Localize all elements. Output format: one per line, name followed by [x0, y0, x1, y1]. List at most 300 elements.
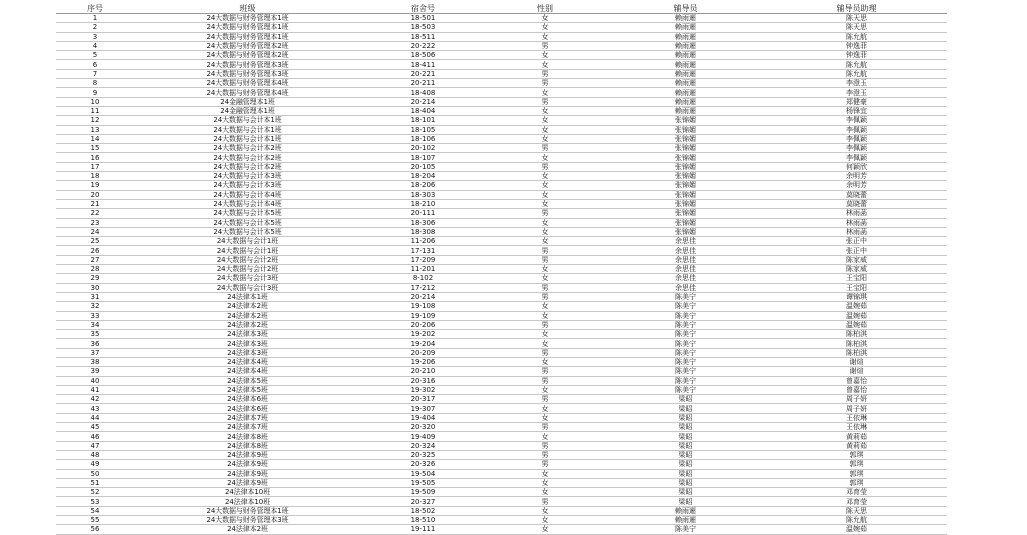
- cell-assistant[interactable]: 黄莉茹: [766, 441, 947, 450]
- cell-gender[interactable]: 女: [485, 357, 605, 366]
- cell-assistant[interactable]: 谢煊: [766, 357, 947, 366]
- cell-class[interactable]: 24法律本10班: [134, 488, 361, 497]
- cell-assistant[interactable]: 郭琪: [766, 478, 947, 487]
- cell-assistant[interactable]: 郑健豪: [766, 97, 947, 106]
- cell-counselor[interactable]: 余思佳: [605, 265, 766, 274]
- cell-index[interactable]: 34: [56, 320, 134, 329]
- cell-dorm[interactable]: 19-409: [361, 432, 485, 441]
- cell-dorm[interactable]: 20-324: [361, 441, 485, 450]
- cell-dorm[interactable]: 20-111: [361, 209, 485, 218]
- cell-dorm[interactable]: 20-325: [361, 450, 485, 459]
- cell-class[interactable]: 24法律本6班: [134, 395, 361, 404]
- cell-assistant[interactable]: 莫晓蕾: [766, 190, 947, 199]
- cell-dorm[interactable]: 20-320: [361, 423, 485, 432]
- cell-dorm[interactable]: 18-510: [361, 516, 485, 525]
- cell-gender[interactable]: 女: [485, 134, 605, 143]
- cell-class[interactable]: 24法律本4班: [134, 357, 361, 366]
- cell-index[interactable]: 7: [56, 69, 134, 78]
- cell-gender[interactable]: 女: [485, 385, 605, 394]
- cell-dorm[interactable]: 19-307: [361, 404, 485, 413]
- cell-class[interactable]: 24法律本7班: [134, 413, 361, 422]
- cell-dorm[interactable]: 18-308: [361, 227, 485, 236]
- cell-counselor[interactable]: 赖雨逦: [605, 60, 766, 69]
- cell-assistant[interactable]: 陈柏淇: [766, 348, 947, 357]
- cell-class[interactable]: 24法律本9班: [134, 460, 361, 469]
- cell-gender[interactable]: 女: [485, 51, 605, 60]
- cell-assistant[interactable]: 莫晓蕾: [766, 199, 947, 208]
- cell-assistant[interactable]: 陈允航: [766, 516, 947, 525]
- cell-class[interactable]: 24大数据与会计1班: [134, 237, 361, 246]
- cell-counselor[interactable]: 陈美宁: [605, 311, 766, 320]
- cell-dorm[interactable]: 20-105: [361, 162, 485, 171]
- cell-dorm[interactable]: 17-212: [361, 283, 485, 292]
- cell-class[interactable]: 24法律本2班: [134, 525, 361, 534]
- cell-counselor[interactable]: 陈美宁: [605, 367, 766, 376]
- cell-assistant[interactable]: 陈允航: [766, 69, 947, 78]
- cell-gender[interactable]: 女: [485, 311, 605, 320]
- cell-dorm[interactable]: 18-411: [361, 60, 485, 69]
- cell-dorm[interactable]: 20-317: [361, 395, 485, 404]
- cell-dorm[interactable]: 17-131: [361, 246, 485, 255]
- cell-counselor[interactable]: 余思佳: [605, 283, 766, 292]
- cell-index[interactable]: 15: [56, 144, 134, 153]
- cell-counselor[interactable]: 陈美宁: [605, 302, 766, 311]
- cell-counselor[interactable]: 赖雨逦: [605, 32, 766, 41]
- cell-gender[interactable]: 男: [485, 246, 605, 255]
- cell-assistant[interactable]: 周子妍: [766, 404, 947, 413]
- cell-index[interactable]: 47: [56, 441, 134, 450]
- cell-index[interactable]: 1: [56, 14, 134, 23]
- cell-counselor[interactable]: 赖雨逦: [605, 51, 766, 60]
- cell-class[interactable]: 24法律本2班: [134, 320, 361, 329]
- cell-counselor[interactable]: 张锦媚: [605, 116, 766, 125]
- cell-dorm[interactable]: 20-211: [361, 79, 485, 88]
- cell-counselor[interactable]: 梁昭: [605, 460, 766, 469]
- cell-counselor[interactable]: 梁昭: [605, 423, 766, 432]
- cell-index[interactable]: 54: [56, 506, 134, 515]
- cell-gender[interactable]: 男: [485, 376, 605, 385]
- cell-index[interactable]: 2: [56, 23, 134, 32]
- cell-index[interactable]: 55: [56, 516, 134, 525]
- cell-index[interactable]: 26: [56, 246, 134, 255]
- cell-assistant[interactable]: 谭锦琪: [766, 292, 947, 301]
- cell-gender[interactable]: 女: [485, 506, 605, 515]
- cell-counselor[interactable]: 赖雨逦: [605, 516, 766, 525]
- cell-class[interactable]: 24法律本1班: [134, 292, 361, 301]
- cell-counselor[interactable]: 梁昭: [605, 395, 766, 404]
- cell-dorm[interactable]: 18-204: [361, 172, 485, 181]
- cell-assistant[interactable]: 钟逸菲: [766, 51, 947, 60]
- cell-dorm[interactable]: 19-404: [361, 413, 485, 422]
- header-gender[interactable]: 性别: [485, 4, 605, 14]
- cell-index[interactable]: 43: [56, 404, 134, 413]
- cell-class[interactable]: 24大数据与会计本2班: [134, 144, 361, 153]
- cell-index[interactable]: 30: [56, 283, 134, 292]
- cell-counselor[interactable]: 赖雨逦: [605, 97, 766, 106]
- cell-gender[interactable]: 女: [485, 190, 605, 199]
- cell-gender[interactable]: 女: [485, 274, 605, 283]
- cell-class[interactable]: 24大数据与会计3班: [134, 283, 361, 292]
- cell-index[interactable]: 29: [56, 274, 134, 283]
- cell-class[interactable]: 24法律本9班: [134, 450, 361, 459]
- cell-assistant[interactable]: 杨锋宜: [766, 106, 947, 115]
- cell-index[interactable]: 19: [56, 181, 134, 190]
- cell-index[interactable]: 41: [56, 385, 134, 394]
- cell-assistant[interactable]: 周子妍: [766, 395, 947, 404]
- cell-assistant[interactable]: 陈允航: [766, 32, 947, 41]
- cell-dorm[interactable]: 18-502: [361, 506, 485, 515]
- cell-assistant[interactable]: 郭琪: [766, 469, 947, 478]
- cell-index[interactable]: 5: [56, 51, 134, 60]
- cell-counselor[interactable]: 陈美宁: [605, 525, 766, 534]
- cell-class[interactable]: 24大数据与财务管理本2班: [134, 41, 361, 50]
- cell-gender[interactable]: 男: [485, 348, 605, 357]
- cell-dorm[interactable]: 19-504: [361, 469, 485, 478]
- cell-index[interactable]: 20: [56, 190, 134, 199]
- cell-index[interactable]: 3: [56, 32, 134, 41]
- cell-index[interactable]: 53: [56, 497, 134, 506]
- cell-assistant[interactable]: 陈家威: [766, 255, 947, 264]
- cell-counselor[interactable]: 赖雨逦: [605, 88, 766, 97]
- cell-class[interactable]: 24大数据与财务管理本1班: [134, 23, 361, 32]
- cell-counselor[interactable]: 陈美宁: [605, 376, 766, 385]
- cell-dorm[interactable]: 20-102: [361, 144, 485, 153]
- cell-counselor[interactable]: 张锦媚: [605, 227, 766, 236]
- header-index[interactable]: 序号: [56, 4, 134, 14]
- cell-gender[interactable]: 男: [485, 41, 605, 50]
- cell-dorm[interactable]: 18-303: [361, 190, 485, 199]
- cell-assistant[interactable]: 李佩颖: [766, 134, 947, 143]
- cell-gender[interactable]: 男: [485, 97, 605, 106]
- cell-dorm[interactable]: 11-201: [361, 265, 485, 274]
- cell-class[interactable]: 24大数据与会计本2班: [134, 162, 361, 171]
- cell-assistant[interactable]: 陈家威: [766, 265, 947, 274]
- cell-dorm[interactable]: 19-108: [361, 302, 485, 311]
- cell-index[interactable]: 37: [56, 348, 134, 357]
- cell-gender[interactable]: 女: [485, 116, 605, 125]
- cell-counselor[interactable]: 梁昭: [605, 404, 766, 413]
- cell-assistant[interactable]: 郭琪: [766, 450, 947, 459]
- cell-assistant[interactable]: 邓育莹: [766, 488, 947, 497]
- cell-class[interactable]: 24法律本2班: [134, 302, 361, 311]
- cell-assistant[interactable]: 张正中: [766, 237, 947, 246]
- cell-counselor[interactable]: 赖雨逦: [605, 41, 766, 50]
- cell-dorm[interactable]: 18-210: [361, 199, 485, 208]
- cell-dorm[interactable]: 18-105: [361, 125, 485, 134]
- cell-index[interactable]: 24: [56, 227, 134, 236]
- cell-class[interactable]: 24大数据与会计本3班: [134, 181, 361, 190]
- cell-dorm[interactable]: 19-302: [361, 385, 485, 394]
- cell-class[interactable]: 24大数据与财务管理本1班: [134, 14, 361, 23]
- cell-class[interactable]: 24金融管理本1班: [134, 97, 361, 106]
- cell-gender[interactable]: 女: [485, 227, 605, 236]
- header-class[interactable]: 班级: [134, 4, 361, 14]
- cell-assistant[interactable]: 王宝阳: [766, 274, 947, 283]
- cell-gender[interactable]: 男: [485, 320, 605, 329]
- cell-assistant[interactable]: 李佩颖: [766, 125, 947, 134]
- cell-dorm[interactable]: 19-109: [361, 311, 485, 320]
- cell-class[interactable]: 24法律本4班: [134, 367, 361, 376]
- cell-class[interactable]: 24大数据与会计本2班: [134, 153, 361, 162]
- cell-dorm[interactable]: 20-221: [361, 69, 485, 78]
- cell-gender[interactable]: 男: [485, 79, 605, 88]
- cell-dorm[interactable]: 18-501: [361, 14, 485, 23]
- cell-class[interactable]: 24大数据与会计本3班: [134, 172, 361, 181]
- cell-assistant[interactable]: 林雨菡: [766, 218, 947, 227]
- cell-gender[interactable]: 男: [485, 209, 605, 218]
- cell-assistant[interactable]: 李佩颖: [766, 116, 947, 125]
- cell-assistant[interactable]: 温婉茹: [766, 320, 947, 329]
- cell-index[interactable]: 17: [56, 162, 134, 171]
- cell-class[interactable]: 24法律本5班: [134, 385, 361, 394]
- cell-class[interactable]: 24大数据与会计本5班: [134, 209, 361, 218]
- cell-gender[interactable]: 女: [485, 330, 605, 339]
- cell-class[interactable]: 24大数据与财务管理本3班: [134, 60, 361, 69]
- cell-dorm[interactable]: 17-209: [361, 255, 485, 264]
- cell-class[interactable]: 24大数据与会计2班: [134, 265, 361, 274]
- cell-gender[interactable]: 女: [485, 153, 605, 162]
- cell-class[interactable]: 24大数据与财务管理本4班: [134, 88, 361, 97]
- cell-index[interactable]: 10: [56, 97, 134, 106]
- cell-gender[interactable]: 女: [485, 23, 605, 32]
- cell-gender[interactable]: 男: [485, 423, 605, 432]
- cell-assistant[interactable]: 黄莉茹: [766, 432, 947, 441]
- cell-assistant[interactable]: 李佩颖: [766, 153, 947, 162]
- cell-dorm[interactable]: 18-503: [361, 23, 485, 32]
- cell-class[interactable]: 24法律本7班: [134, 423, 361, 432]
- cell-dorm[interactable]: 20-222: [361, 41, 485, 50]
- cell-assistant[interactable]: 曾嘉怡: [766, 376, 947, 385]
- cell-index[interactable]: 28: [56, 265, 134, 274]
- cell-assistant[interactable]: 钟逸菲: [766, 41, 947, 50]
- cell-index[interactable]: 25: [56, 237, 134, 246]
- cell-counselor[interactable]: 陈美宁: [605, 320, 766, 329]
- cell-class[interactable]: 24大数据与会计本1班: [134, 116, 361, 125]
- cell-index[interactable]: 13: [56, 125, 134, 134]
- cell-index[interactable]: 18: [56, 172, 134, 181]
- header-counselor[interactable]: 辅导员: [605, 4, 766, 14]
- cell-assistant[interactable]: 温婉茹: [766, 525, 947, 534]
- cell-gender[interactable]: 男: [485, 460, 605, 469]
- cell-counselor[interactable]: 梁昭: [605, 432, 766, 441]
- cell-index[interactable]: 36: [56, 339, 134, 348]
- cell-index[interactable]: 11: [56, 106, 134, 115]
- cell-counselor[interactable]: 赖雨逦: [605, 79, 766, 88]
- cell-dorm[interactable]: 20-316: [361, 376, 485, 385]
- cell-dorm[interactable]: 19-505: [361, 478, 485, 487]
- cell-index[interactable]: 49: [56, 460, 134, 469]
- cell-counselor[interactable]: 陈美宁: [605, 339, 766, 348]
- cell-class[interactable]: 24法律本9班: [134, 469, 361, 478]
- header-dorm[interactable]: 宿舍号: [361, 4, 485, 14]
- cell-gender[interactable]: 男: [485, 497, 605, 506]
- cell-gender[interactable]: 女: [485, 88, 605, 97]
- cell-assistant[interactable]: 余明芳: [766, 172, 947, 181]
- cell-counselor[interactable]: 梁昭: [605, 413, 766, 422]
- cell-counselor[interactable]: 张锦媚: [605, 162, 766, 171]
- cell-class[interactable]: 24大数据与会计本1班: [134, 125, 361, 134]
- cell-class[interactable]: 24法律本3班: [134, 339, 361, 348]
- cell-index[interactable]: 51: [56, 478, 134, 487]
- cell-dorm[interactable]: 20-326: [361, 460, 485, 469]
- cell-dorm[interactable]: 19-111: [361, 525, 485, 534]
- cell-counselor[interactable]: 梁昭: [605, 450, 766, 459]
- cell-assistant[interactable]: 李澄玉: [766, 88, 947, 97]
- cell-dorm[interactable]: 18-404: [361, 106, 485, 115]
- cell-class[interactable]: 24法律本3班: [134, 348, 361, 357]
- cell-dorm[interactable]: 18-511: [361, 32, 485, 41]
- cell-counselor[interactable]: 赖雨逦: [605, 106, 766, 115]
- cell-dorm[interactable]: 19-204: [361, 339, 485, 348]
- cell-counselor[interactable]: 张锦媚: [605, 181, 766, 190]
- cell-dorm[interactable]: 20-214: [361, 292, 485, 301]
- cell-gender[interactable]: 女: [485, 525, 605, 534]
- cell-dorm[interactable]: 19-206: [361, 357, 485, 366]
- cell-class[interactable]: 24大数据与会计1班: [134, 246, 361, 255]
- cell-gender[interactable]: 男: [485, 441, 605, 450]
- cell-gender[interactable]: 女: [485, 237, 605, 246]
- cell-dorm[interactable]: 8-102: [361, 274, 485, 283]
- cell-counselor[interactable]: 陈美宁: [605, 357, 766, 366]
- cell-index[interactable]: 21: [56, 199, 134, 208]
- cell-assistant[interactable]: 曾嘉怡: [766, 385, 947, 394]
- cell-index[interactable]: 23: [56, 218, 134, 227]
- cell-index[interactable]: 45: [56, 423, 134, 432]
- cell-dorm[interactable]: 20-327: [361, 497, 485, 506]
- cell-index[interactable]: 27: [56, 255, 134, 264]
- cell-index[interactable]: 12: [56, 116, 134, 125]
- cell-gender[interactable]: 女: [485, 32, 605, 41]
- cell-gender[interactable]: 女: [485, 106, 605, 115]
- cell-dorm[interactable]: 18-206: [361, 181, 485, 190]
- cell-dorm[interactable]: 20-210: [361, 367, 485, 376]
- cell-class[interactable]: 24大数据与会计本4班: [134, 199, 361, 208]
- cell-class[interactable]: 24法律本3班: [134, 330, 361, 339]
- cell-gender[interactable]: 男: [485, 283, 605, 292]
- cell-class[interactable]: 24大数据与财务管理本1班: [134, 506, 361, 515]
- cell-gender[interactable]: 女: [485, 125, 605, 134]
- cell-index[interactable]: 46: [56, 432, 134, 441]
- cell-counselor[interactable]: 赖雨逦: [605, 506, 766, 515]
- cell-counselor[interactable]: 余思佳: [605, 237, 766, 246]
- cell-counselor[interactable]: 赖雨逦: [605, 14, 766, 23]
- cell-index[interactable]: 6: [56, 60, 134, 69]
- cell-index[interactable]: 35: [56, 330, 134, 339]
- cell-index[interactable]: 56: [56, 525, 134, 534]
- cell-gender[interactable]: 男: [485, 367, 605, 376]
- cell-assistant[interactable]: 王依琳: [766, 423, 947, 432]
- cell-counselor[interactable]: 张锦媚: [605, 209, 766, 218]
- cell-assistant[interactable]: 陈天思: [766, 23, 947, 32]
- cell-gender[interactable]: 女: [485, 199, 605, 208]
- cell-gender[interactable]: 女: [485, 172, 605, 181]
- cell-assistant[interactable]: 张正中: [766, 246, 947, 255]
- cell-gender[interactable]: 男: [485, 450, 605, 459]
- cell-counselor[interactable]: 梁昭: [605, 469, 766, 478]
- cell-dorm[interactable]: 19-509: [361, 488, 485, 497]
- cell-class[interactable]: 24大数据与会计本5班: [134, 227, 361, 236]
- cell-dorm[interactable]: 11-206: [361, 237, 485, 246]
- cell-index[interactable]: 9: [56, 88, 134, 97]
- cell-counselor[interactable]: 陈美宁: [605, 292, 766, 301]
- cell-index[interactable]: 14: [56, 134, 134, 143]
- cell-class[interactable]: 24金融管理本1班: [134, 106, 361, 115]
- cell-assistant[interactable]: 谢煊: [766, 367, 947, 376]
- cell-index[interactable]: 16: [56, 153, 134, 162]
- cell-counselor[interactable]: 张锦媚: [605, 134, 766, 143]
- cell-counselor[interactable]: 张锦媚: [605, 125, 766, 134]
- cell-assistant[interactable]: 陈允航: [766, 60, 947, 69]
- cell-counselor[interactable]: 张锦媚: [605, 218, 766, 227]
- cell-index[interactable]: 39: [56, 367, 134, 376]
- cell-index[interactable]: 48: [56, 450, 134, 459]
- cell-counselor[interactable]: 梁昭: [605, 488, 766, 497]
- cell-class[interactable]: 24法律本2班: [134, 311, 361, 320]
- cell-assistant[interactable]: 王依琳: [766, 413, 947, 422]
- cell-class[interactable]: 24大数据与财务管理本4班: [134, 79, 361, 88]
- cell-dorm[interactable]: 18-506: [361, 51, 485, 60]
- cell-class[interactable]: 24大数据与会计2班: [134, 255, 361, 264]
- cell-class[interactable]: 24大数据与会计3班: [134, 274, 361, 283]
- cell-gender[interactable]: 男: [485, 395, 605, 404]
- cell-index[interactable]: 52: [56, 488, 134, 497]
- cell-index[interactable]: 22: [56, 209, 134, 218]
- cell-gender[interactable]: 女: [485, 413, 605, 422]
- cell-counselor[interactable]: 余思佳: [605, 274, 766, 283]
- cell-dorm[interactable]: 18-306: [361, 218, 485, 227]
- cell-gender[interactable]: 女: [485, 469, 605, 478]
- cell-gender[interactable]: 男: [485, 292, 605, 301]
- cell-dorm[interactable]: 20-206: [361, 320, 485, 329]
- cell-index[interactable]: 44: [56, 413, 134, 422]
- cell-gender[interactable]: 女: [485, 404, 605, 413]
- cell-assistant[interactable]: 郭琪: [766, 460, 947, 469]
- cell-counselor[interactable]: 余思佳: [605, 255, 766, 264]
- cell-assistant[interactable]: 温婉茹: [766, 311, 947, 320]
- cell-gender[interactable]: 女: [485, 516, 605, 525]
- cell-dorm[interactable]: 18-408: [361, 88, 485, 97]
- cell-index[interactable]: 33: [56, 311, 134, 320]
- cell-assistant[interactable]: 温婉茹: [766, 302, 947, 311]
- cell-assistant[interactable]: 林雨菡: [766, 209, 947, 218]
- cell-counselor[interactable]: 张锦媚: [605, 144, 766, 153]
- cell-gender[interactable]: 女: [485, 181, 605, 190]
- cell-index[interactable]: 38: [56, 357, 134, 366]
- cell-assistant[interactable]: 王宝阳: [766, 283, 947, 292]
- cell-counselor[interactable]: 陈美宁: [605, 348, 766, 357]
- header-assistant[interactable]: 辅导员助理: [766, 4, 947, 14]
- cell-index[interactable]: 8: [56, 79, 134, 88]
- cell-gender[interactable]: 女: [485, 432, 605, 441]
- cell-index[interactable]: 50: [56, 469, 134, 478]
- cell-assistant[interactable]: 何颖欣: [766, 162, 947, 171]
- cell-assistant[interactable]: 陈天思: [766, 14, 947, 23]
- cell-gender[interactable]: 男: [485, 69, 605, 78]
- cell-gender[interactable]: 女: [485, 265, 605, 274]
- cell-dorm[interactable]: 20-209: [361, 348, 485, 357]
- cell-index[interactable]: 42: [56, 395, 134, 404]
- cell-counselor[interactable]: 赖雨逦: [605, 69, 766, 78]
- cell-gender[interactable]: 女: [485, 339, 605, 348]
- cell-class[interactable]: 24大数据与财务管理本3班: [134, 69, 361, 78]
- cell-assistant[interactable]: 陈柏淇: [766, 330, 947, 339]
- cell-assistant[interactable]: 李佩颖: [766, 144, 947, 153]
- cell-class[interactable]: 24法律本9班: [134, 478, 361, 487]
- cell-gender[interactable]: 男: [485, 144, 605, 153]
- cell-gender[interactable]: 女: [485, 14, 605, 23]
- cell-counselor[interactable]: 余思佳: [605, 246, 766, 255]
- cell-counselor[interactable]: 陈美宁: [605, 385, 766, 394]
